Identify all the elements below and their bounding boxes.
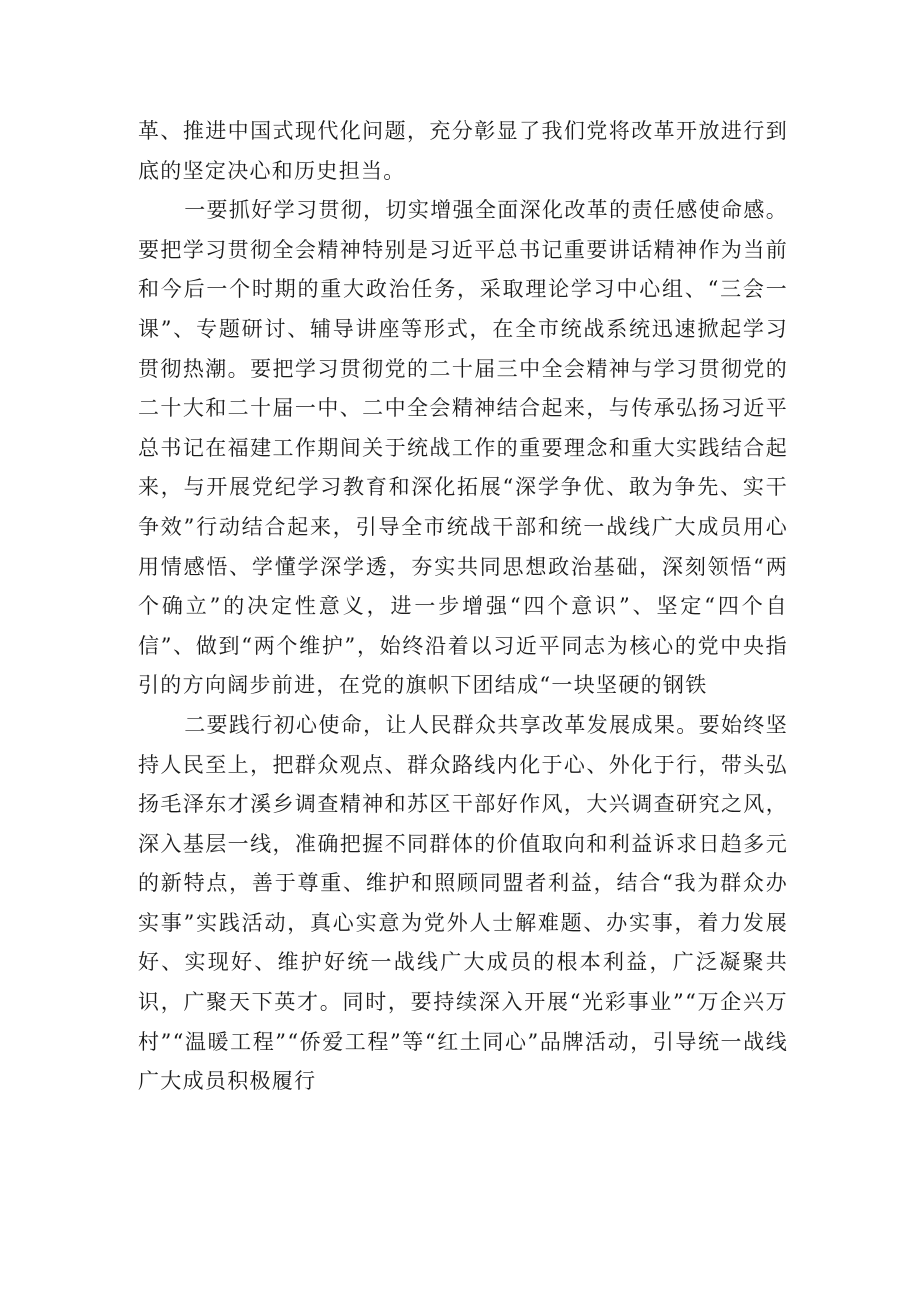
body-text xyxy=(138,112,788,1102)
paragraph-first-requirement: 一要抓好学习贯彻，切实增强全面深化改革的责任感使命感。要把学习贯彻全会精神特别是习近平总书记重要讲话精神作为当前和今后一个时期的重大政治任务，采取理论学习中心组、“三会一课”、专题研讨、辅导讲座等形式，在全市统战系统迅速掀起学习贯彻热潮。要把学习贯彻党的二十届三中全会精神与学习贯彻党的二十大和二十届一中、二中全会精神结合起来，与传承弘扬习近平总书记在福建工作期间关于统战工作的重要理念和重大实践结合起来，与开展党纪学习教育和深化拓展“深学争优、敢为争先、实干争效”行动结合起来，引导全市统战干部和统一战线广大成员用心用情感悟、学懂学深学透，夯实共同思想政治基础，深刻领悟“两个确立”的决定性意义，进一步增强“四个意识”、坚定“四个自信”、做到“两个维护”，始终沿着以习近平同志为核心的党中央指引的方向阔步前进，在党的旗帜下团结成“一块坚硬的钢铁 xyxy=(138,198,788,698)
paragraph-second-requirement: 二要践行初心使命，让人民群众共享改革发展成果。要始终坚持人民至上，把群众观点、群众路线内化于心、外化于行，带头弘扬毛泽东才溪乡调查精神和苏区干部好作风，大兴调查研究之风，深入基层一线，准确把握不同群体的价值取向和利益诉求日趋多元的新特点，善于尊重、维护和照顾同盟者利益，结合“我为群众办实事”实践活动，真心实意为党外人士解难题、办实事，着力发展好、实现好、维护好统一战线广大成员的根本利益，广泛凝聚共识，广聚天下英才。同时，要持续深入开展“光彩事业”“万企兴万村”“温暖工程”“侨爱工程”等“红土同心”品牌活动，引导统一战线广大成员积极履行 xyxy=(138,712,788,1094)
paragraph-continued: 革、推进中国式现代化问题，充分彰显了我们党将改革开放进行到底的坚定决心和历史担当。 xyxy=(138,119,788,183)
